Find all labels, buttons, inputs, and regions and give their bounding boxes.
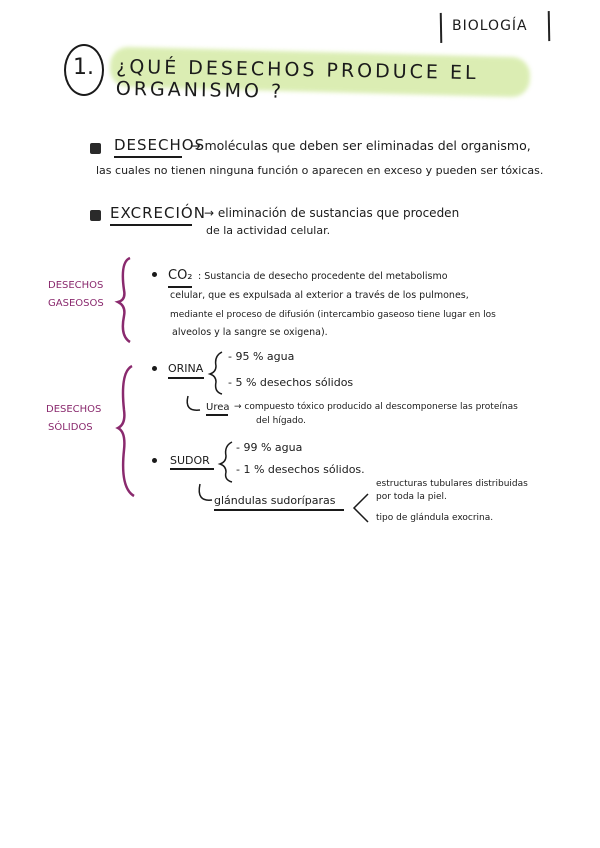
bullet-dot-icon: [152, 458, 157, 463]
brace-orina: [210, 352, 222, 394]
term-desechos: DESECHOS: [114, 136, 206, 154]
section-number: 1.: [73, 55, 94, 80]
term-glandulas: glándulas sudoríparas: [214, 494, 336, 507]
label-solidos-line2: SÓLIDOS: [48, 422, 93, 433]
page-title: ¿QUÉ DESECHOS PRODUCE EL ORGANISMO ?: [115, 55, 479, 103]
glandulas-line3: tipo de glándula exocrina.: [376, 513, 494, 523]
brace-sudor: [220, 442, 232, 482]
bracket-glandulas: [354, 494, 368, 522]
co2-line3: mediante el proceso de difusión (intercambio gaseoso tiene lugar en los: [170, 310, 496, 320]
brace-gaseosos: [118, 258, 130, 342]
bullet-dot-icon: [152, 272, 157, 277]
excrecion-definition-line1: → eliminación de sustancias que proceden: [204, 206, 460, 220]
underline-orina: [168, 377, 204, 379]
underline-sudor: [170, 468, 214, 470]
term-sudor: SUDOR: [170, 454, 210, 467]
label-gaseosos-line2: GASEOSOS: [48, 298, 104, 309]
desechos-definition-line2: las cuales no tienen ninguna función o aparecen en exceso y pueden ser tóxicas.: [96, 164, 544, 177]
arrow-glandulas: [199, 484, 212, 500]
term-co2: CO₂: [168, 268, 193, 283]
underline-urea: [206, 414, 228, 416]
subject-label: BIOLOGÍA: [452, 18, 528, 34]
orina-item1: - 95 % agua: [228, 350, 295, 363]
sudor-item2: - 1 % desechos sólidos.: [236, 463, 365, 476]
label-gaseosos-line1: DESECHOS: [48, 280, 104, 291]
co2-line1: : Sustancia de desecho procedente del metabolismo: [198, 271, 448, 282]
term-urea: Urea: [206, 402, 230, 413]
term-excrecion: EXCRECIÓN: [110, 204, 206, 222]
label-solidos-line1: DESECHOS: [46, 404, 102, 415]
underline-co2: [168, 286, 192, 288]
sudor-item1: - 99 % agua: [236, 441, 303, 454]
co2-line2: celular, que es expulsada al exterior a través de los pulmones,: [170, 290, 469, 301]
arrow-urea: [187, 396, 200, 410]
orina-item2: - 5 % desechos sólidos: [228, 376, 354, 389]
co2-line4: alveolos y la sangre se oxigena).: [172, 327, 328, 338]
brace-solidos: [118, 366, 134, 496]
glandulas-line2: por toda la piel.: [376, 492, 447, 502]
underline-glandulas: [214, 509, 344, 511]
term-orina: ORINA: [168, 362, 204, 375]
urea-line2: del hígado.: [256, 416, 306, 426]
desechos-definition-line1: → moléculas que deben ser eliminadas del organismo,: [190, 138, 531, 153]
urea-line1: → compuesto tóxico producido al descomponerse las proteínas: [234, 402, 518, 412]
bullet-dot-icon: [152, 366, 157, 371]
glandulas-line1: estructuras tubulares distribuidas: [376, 479, 528, 489]
excrecion-definition-line2: de la actividad celular.: [206, 224, 331, 237]
